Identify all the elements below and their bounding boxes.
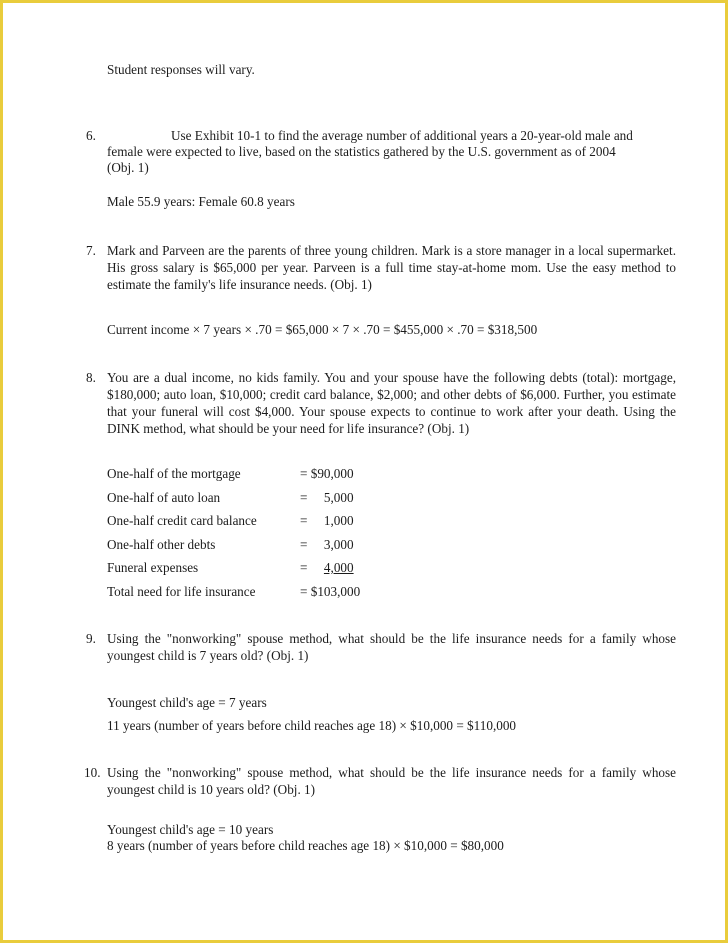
q10-answer-calc: 8 years (number of years before child reaches age 18) × $10,000 = $80,000	[107, 838, 504, 853]
q9-answer-calc: 11 years (number of years before child reaches age 18) × $10,000 = $110,000	[107, 718, 517, 733]
q8-row-label: Total need for life insurance	[107, 584, 256, 599]
q8-row-value: = 1,000	[300, 513, 354, 528]
q8-number: 8.	[86, 370, 96, 385]
q7-question: Mark and Parveen are the parents of three young children. Mark is a store manager in a local supermarket. His gross salary is $65,000 per year. Parveen is a full time stay-at-home mom. Use the easy method to estimate the family's life insurance needs. (Obj. 1)	[107, 243, 676, 292]
q8-row-value: = $90,000	[300, 466, 354, 481]
q10-question: Using the "nonworking" spouse method, what should be the life insurance needs for a family whose youngest child is 10 years old? (Obj. 1)	[107, 765, 676, 797]
q8-row-value: = 5,000	[300, 490, 354, 505]
q8-row-label: One-half of the mortgage	[107, 466, 241, 481]
q8-row-label: One-half other debts	[107, 537, 216, 552]
q9-number: 9.	[86, 631, 96, 646]
q8-row-label: One-half credit card balance	[107, 513, 257, 528]
q8-row-value: = 3,000	[300, 537, 354, 552]
q6-line3: (Obj. 1)	[107, 160, 149, 175]
q8-row-value: = $103,000	[300, 584, 361, 599]
document-page	[3, 3, 725, 940]
q6-number: 6.	[86, 128, 96, 143]
q8-funeral-equals: =	[300, 560, 324, 575]
q8-row-label: One-half of auto loan	[107, 490, 221, 505]
q8-row-value	[300, 559, 354, 576]
q9-answer-age: Youngest child's age = 7 years	[107, 695, 267, 710]
q6-answer: Male 55.9 years: Female 60.8 years	[107, 194, 295, 209]
q7-number: 7.	[86, 243, 96, 258]
q10-answer-age: Youngest child's age = 10 years	[107, 822, 274, 837]
q10-number: 10.	[84, 765, 101, 780]
q9-question: Using the "nonworking" spouse method, what should be the life insurance needs for a family whose youngest child is 7 years old? (Obj. 1)	[107, 631, 676, 663]
q6-line1: Use Exhibit 10-1 to find the average number of additional years a 20-year-old male and	[171, 128, 633, 143]
intro-answer: Student responses will vary.	[107, 62, 255, 77]
q6-line2: female were expected to live, based on the statistics gathered by the U.S. government as of 2004	[107, 144, 616, 159]
q8-question: You are a dual income, no kids family. You and your spouse have the following debts (total): mortgage, $180,000; auto loan, $10,000; credit card balance, $2,000; and other debts of $6,000. Further, you estimate that your funeral will cost $4,000. Your spouse expects to continue to work after your death. Using the DINK method, what should be your need for life insurance? (Obj. 1)	[107, 370, 676, 436]
q7-answer: Current income × 7 years × .70 = $65,000 × 7 × .70 = $455,000 × .70 = $318,500	[107, 322, 538, 337]
q8-funeral-amount: 4,000	[323, 560, 354, 575]
q8-row-label: Funeral expenses	[107, 560, 199, 575]
